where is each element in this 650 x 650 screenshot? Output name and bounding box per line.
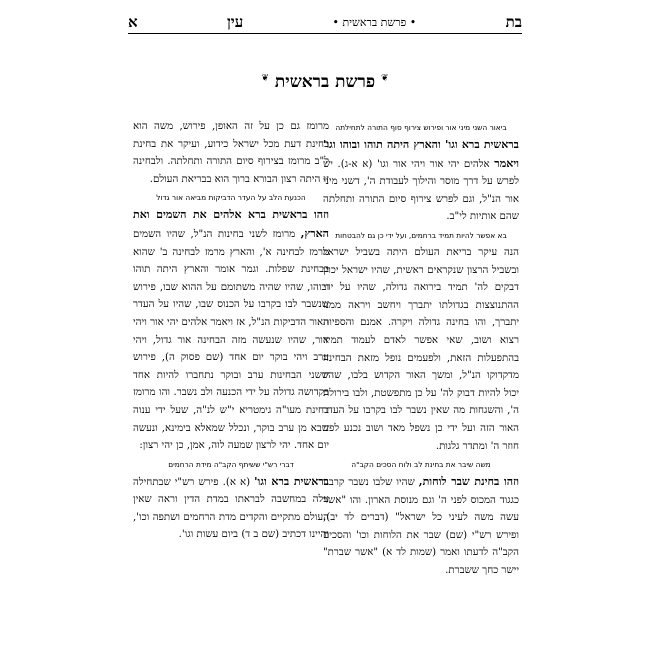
paragraph-text: (א א). פירש רש"י שבתחילה עלה במחשבה לבראתו במדת הדין וראה שאין העולם מתקיים והקדים מדת הרחמים ושתפה וכו', והיינו דכתיב (שם ב ד) ביום עשות וגו'.	[133, 476, 329, 541]
paragraph	[133, 473, 329, 544]
parsha-title-text: פרשת בראשית	[274, 72, 376, 92]
parsha-title	[0, 72, 650, 92]
section-caption: דברי רש"י ששיתף הקב"ה מידת הרחמים	[168, 459, 294, 469]
paragraph-text: שהיו שלבו נשבר קרבנו כגגוד המכוס לפני ה' וגם מנוסת הארון. והו "אשר עשה משה לעיני כל ישראל" (דברים לד יב), ופירש רש"י (שם) שבר את הלוחות וכו' והסכים הקב"ה לדעתו ואמר (שמות לד א) "אשר שברת" יישר כחך ששברת.	[323, 477, 519, 577]
paragraph	[133, 206, 329, 454]
ornament-icon: ❦	[261, 73, 269, 84]
paragraph: הנה עיקר בריאת העולם היתה בשביל ישראל ובשביל הרצון שנקראים ראשית, שהיו ישראל יכוין דבקים לה' תמיד בירואה גדולה, שהיו על ידי ההתנוצצות בגדולתו יתברך ויחשב ויראה ממנו יתברך, והו בחינה גדולה ויקרה. אמנם והספיות רצוא ושוב, שאי אפשר לאדם לעמוד תמיד בהתפעלות הזאת, ולפעמים נופל מזאת הבחינה מדקדוקו הנ"ל, ומשך האור הקדוש בלבו, שהיו יכול להיות דבוק לה' על כן מתפשטת, ולבו בירולת ה', והשגחות מה שאין נשבר לבו בקרבו על העדר האור הזה ועל ידי כן נשפל מאד ושוב נכנע לפני חוזר ה' ומתדר גלגות.	[323, 246, 519, 452]
lead-words: בראשית ברא וגו' והארץ היתה תוהו ובוהו וגו' ויאמר	[323, 138, 519, 170]
section-caption: בא אפשר להיות תמיד ברחמים, ועל ידי כן גם להבטחות	[335, 230, 507, 240]
book-title: עין	[226, 12, 244, 31]
lead-words: וזהו בחינת שבר לוחות,	[418, 475, 519, 489]
section-caption: משה שיבר את בחינת לב ולוח הסכים הקב"ה	[351, 460, 491, 470]
ornament-icon: ❦	[381, 73, 389, 84]
section-title: • פרשת בראשית •	[332, 15, 417, 29]
paragraph-text: מרומז לשני בחינות הנ"ל, שהיו השמים מרמז לבחינה א', והארץ מרמז לבחינה ב' שהוא בבחינת שפלות. וגמר אומר והארץ היתה תוהו ובוהו, שהיו שהיה משתומם על ההוא שבו, פירוש שנשבר לבו בקרבו על הכנוס שבו, שהיו על העדר האור הדביקות הנ"ל, אז ויאמר אלהים יהי אור ויהי אור, שהיו שנעשה מזה הבחינה אור גדול, ויהי ערב ויהי בוקר יום אחד (שם פסוק ה), פירוש ששני הבחינות ערב ובוקר נתחברו להיות אחד בקדושה גדולה על ידי הכנעה ולב נשבר. והו מרומז בחינת מעו"ה גימטריא י"ש לנ"ה, שעל ידי ענוה שבא מן ערב בוקר, ונכלל שמאלא בימינא, ונעשה יום אחד. יהי לרצון שמעה לוה, אמן, כן יהי רצון:	[133, 228, 329, 452]
lead-words: וזהו בראשית ברא אלהים את השמים ואת הארץ,	[133, 208, 329, 240]
section-caption: ביאור השני מיני אור ופירוש צירוף סוף התורה לתחילתה	[335, 123, 507, 132]
header-rule	[128, 33, 522, 34]
lead-words: בראשית ברא וגו'	[254, 474, 329, 488]
right-column	[323, 118, 519, 580]
running-header	[128, 10, 522, 34]
section-caption: הכנעת הלב על העדר הדביקות מביאה אור גדול	[156, 193, 306, 203]
paragraph	[323, 136, 519, 226]
paragraph-text: אלהים יהי אור ויהי אור וגו' (א א-ג). יש לפרש על דרך מוסר והילוך לעבודת ה', דשני מיני אור הנ"ל, וגם לפרש צירוף סיום התורה ותחלתה שהם אותיות לי"ב.	[323, 158, 519, 223]
left-column	[133, 118, 329, 544]
paragraph: מרומז גם כן על זה האופן, פירוש, משה הוא בחינת דעת מכל ישראל כידוע, ועיקר את בחינת ל"ב מרומז בצירוף סיום התורה ותחלתה. ולבחינה זו היתה רצון הבורא ברוך הוא בבריאת העולם.	[133, 121, 329, 185]
paragraph	[323, 473, 519, 580]
chapter-letter: א	[128, 12, 138, 31]
page-number-hebrew: בת	[505, 12, 522, 31]
